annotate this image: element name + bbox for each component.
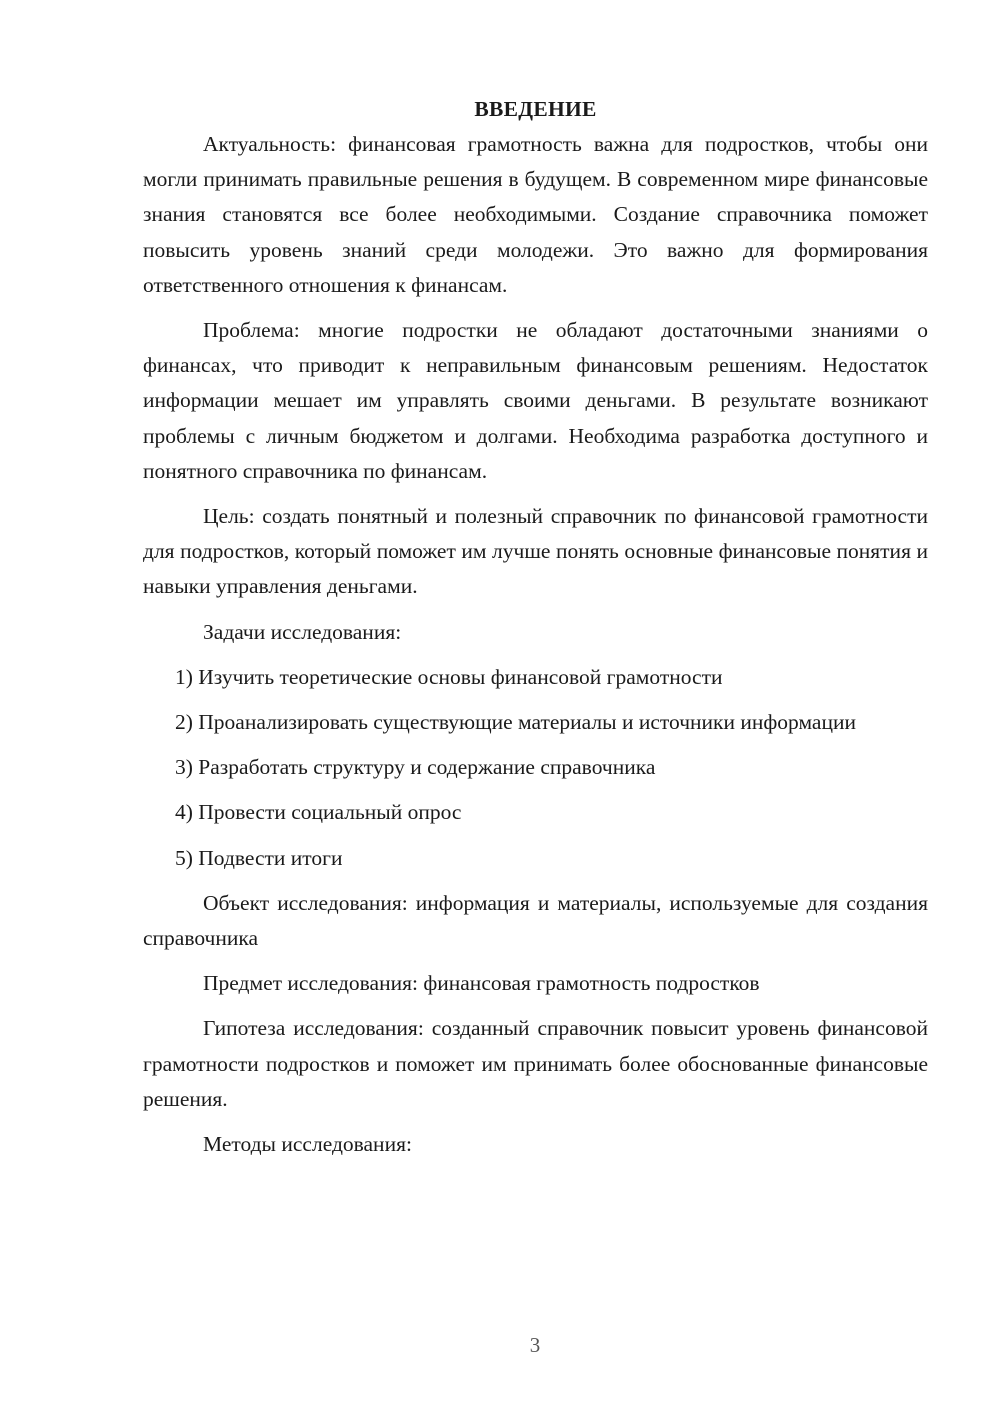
hypothesis-paragraph: Гипотеза исследования: созданный справочник повысит уровень финансовой грамотности подростков и поможет им принимать более обоснованные финансовые решения. bbox=[143, 1016, 928, 1111]
document-page bbox=[143, 92, 928, 1172]
task-item-3: 3) Разработать структуру и содержание справочника bbox=[175, 755, 656, 780]
page-number: 3 bbox=[529, 1333, 541, 1357]
tasks-title: Задачи исследования: bbox=[203, 619, 402, 644]
relevance-paragraph: Актуальность: финансовая грамотность важна для подростков, чтобы они могли принимать правильные решения в будущем. В современном мире финансовые знания становятся все более необходимыми. Создание справочника поможет повысить уровень знаний среди молодежи. Это важно для формирования ответственного отношения к финансам. bbox=[143, 132, 928, 297]
task-item-1: 1) Изучить теоретические основы финансовой грамотности bbox=[175, 664, 723, 689]
object-paragraph: Объект исследования: информация и материалы, используемые для создания справочника bbox=[143, 890, 928, 951]
goal-paragraph: Цель: создать понятный и полезный справочник по финансовой грамотности для подростков, который поможет им лучше понять основные финансовые понятия и навыки управления деньгами. bbox=[143, 504, 928, 599]
task-item-4: 4) Провести социальный опрос bbox=[175, 800, 462, 825]
subject-paragraph: Предмет исследования: финансовая грамотность подростков bbox=[203, 971, 760, 996]
problem-paragraph: Проблема: многие подростки не обладают достаточными знаниями о финансах, что приводит к неправильным финансовым решениям. Недостаток информации мешает им управлять своими деньгами. В результате возникают проблемы с личным бюджетом и долгами. Необходима разработка доступного и понятного справочника по финансам. bbox=[143, 318, 928, 483]
methods-title: Методы исследования: bbox=[203, 1132, 412, 1157]
task-item-2: 2) Проанализировать существующие материалы и источники информации bbox=[175, 710, 856, 735]
section-heading: ВВЕДЕНИЕ bbox=[474, 97, 597, 121]
task-item-5: 5) Подвести итоги bbox=[175, 845, 343, 870]
